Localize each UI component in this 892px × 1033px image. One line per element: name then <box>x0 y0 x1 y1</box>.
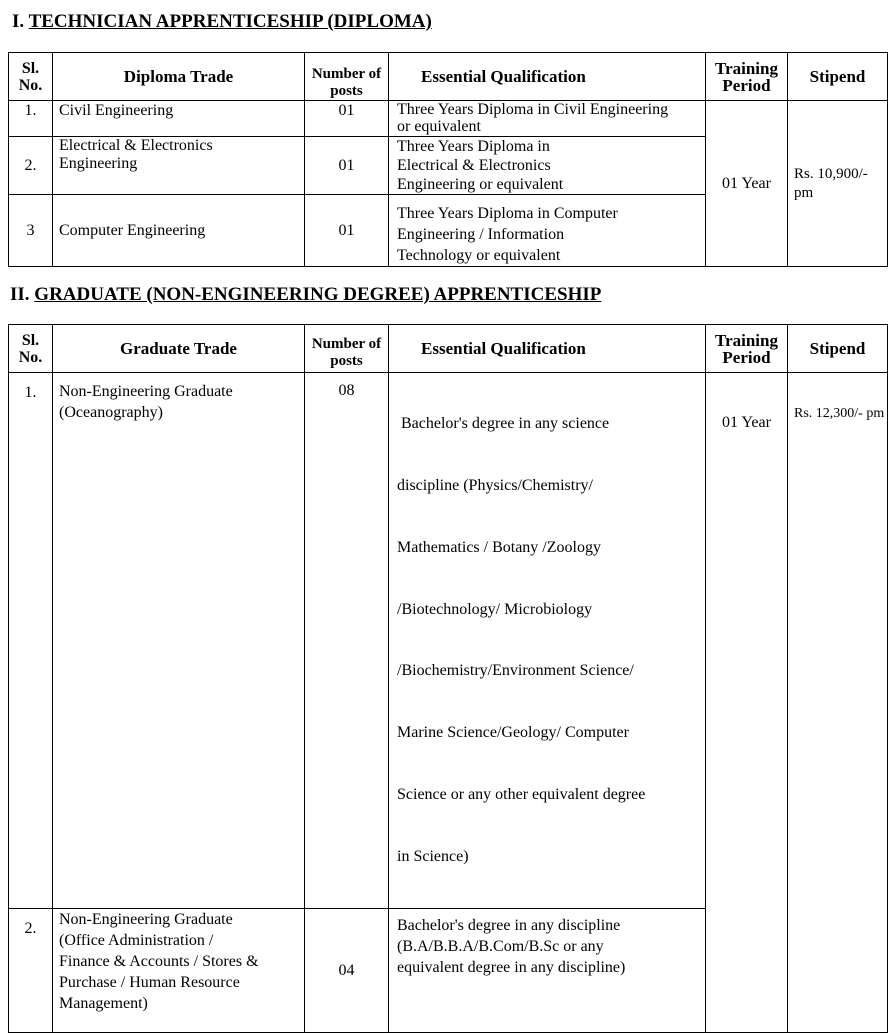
qualification-header: Essential Qualification <box>389 325 706 373</box>
stipend-cell: Rs. 12,300/- pm <box>788 373 888 1033</box>
header-sl: Sl. <box>21 59 40 77</box>
qualification-line: equivalent degree in any discipline) <box>397 959 626 977</box>
section1-title: TECHNICIAN APPRENTICESHIP (DIPLOMA) <box>28 11 432 32</box>
sl-no-header <box>9 325 53 373</box>
training-period-cell: 01 Year <box>706 373 788 1033</box>
posts-header <box>305 325 389 373</box>
header-posts-2: posts <box>330 82 363 99</box>
trade-line: (Oceanography) <box>59 404 163 421</box>
stipend-line: Rs. 10,900/- <box>794 165 868 182</box>
sl-cell: 1. <box>9 373 53 909</box>
qualification-cell <box>389 137 706 195</box>
trade-header: Diploma Trade <box>53 53 305 101</box>
trade-line: (Office Administration / <box>59 932 214 950</box>
trade-line: Electrical & Electronics <box>59 137 213 154</box>
qualification-line: Bachelor's degree in any science <box>397 415 610 433</box>
qualification-line: Mathematics / Botany /Zoology <box>397 538 601 556</box>
trade-header: Graduate Trade <box>53 325 305 373</box>
training-header <box>706 325 788 373</box>
qualification-line: in Science) <box>397 847 469 865</box>
posts-header <box>305 53 389 101</box>
qualification-line: Bachelor's degree in any discipline <box>397 917 621 935</box>
sl-cell: 2. <box>9 909 53 1033</box>
table-row <box>9 101 888 137</box>
sl-cell: 3 <box>9 195 53 267</box>
table-header-row <box>9 53 888 101</box>
qualification-cell <box>389 101 706 137</box>
header-training-2: Period <box>722 347 771 367</box>
qualification-cell <box>389 373 706 909</box>
header-posts-1: Number of <box>311 65 382 82</box>
header-posts-2: posts <box>330 352 363 369</box>
trade-line: Non-Engineering Graduate <box>59 383 233 400</box>
section1-heading <box>12 11 432 33</box>
posts-cell: 01 <box>305 195 389 267</box>
table-row <box>9 373 888 909</box>
qualification-line: discipline (Physics/Chemistry/ <box>397 476 593 494</box>
trade-line: Non-Engineering Graduate <box>59 911 233 929</box>
trade-cell <box>53 373 305 909</box>
sl-no-header <box>9 53 53 101</box>
qualification-line: Marine Science/Geology/ Computer <box>397 724 629 742</box>
training-period-cell: 01 Year <box>706 101 788 267</box>
qualification-line: /Biochemistry/Environment Science/ <box>397 662 634 680</box>
section2-numeral: II. <box>10 284 30 305</box>
header-no: No. <box>18 76 43 94</box>
qualification-line: Engineering or equivalent <box>397 176 564 193</box>
qualification-line: /Biotechnology/ Microbiology <box>397 600 593 618</box>
trade-line: Engineering <box>59 155 138 172</box>
graduate-apprenticeship-table <box>8 324 888 1033</box>
qualification-line: Technology or equivalent <box>397 247 561 264</box>
posts-cell: 08 <box>305 373 389 909</box>
section2-title: GRADUATE (NON-ENGINEERING DEGREE) APPRENTICESHIP <box>34 284 602 305</box>
qualification-line: Science or any other equivalent degree <box>397 785 646 803</box>
trade-cell: Computer Engineering <box>53 195 305 267</box>
header-posts-1: Number of <box>311 335 382 352</box>
posts-cell: 01 <box>305 137 389 195</box>
qualification-cell <box>389 909 706 1033</box>
section2-heading <box>10 284 601 306</box>
qualification-line: or equivalent <box>397 118 481 135</box>
header-sl: Sl. <box>21 331 40 349</box>
sl-cell: 1. <box>9 101 53 137</box>
qualification-line: Engineering / Information <box>397 226 565 243</box>
qualification-line: Electrical & Electronics <box>397 157 551 174</box>
header-training-1: Training <box>715 330 778 350</box>
trade-line: Management) <box>59 995 148 1013</box>
stipend-header: Stipend <box>788 53 888 101</box>
trade-line: Purchase / Human Resource <box>59 974 240 992</box>
qualification-line: Three Years Diploma in Computer <box>397 205 618 222</box>
technician-apprenticeship-table <box>8 52 888 267</box>
header-no: No. <box>18 348 43 366</box>
stipend-header: Stipend <box>788 325 888 373</box>
trade-cell <box>53 909 305 1033</box>
header-training-1: Training <box>715 58 778 78</box>
qualification-cell <box>389 195 706 267</box>
qualification-line: Three Years Diploma in Civil Engineering <box>397 101 669 118</box>
table-header-row <box>9 325 888 373</box>
trade-line: Finance & Accounts / Stores & <box>59 953 259 971</box>
stipend-cell <box>788 101 888 267</box>
trade-cell: Civil Engineering <box>53 101 305 137</box>
section1-numeral: I. <box>12 11 25 32</box>
qualification-line: Three Years Diploma in <box>397 138 550 155</box>
posts-cell: 04 <box>305 909 389 1033</box>
posts-cell: 01 <box>305 101 389 137</box>
qualification-header: Essential Qualification <box>389 53 706 101</box>
stipend-line: pm <box>794 184 814 201</box>
training-header <box>706 53 788 101</box>
qualification-line: (B.A/B.B.A/B.Com/B.Sc or any <box>397 938 604 956</box>
trade-cell <box>53 137 305 195</box>
sl-cell: 2. <box>9 137 53 195</box>
header-training-2: Period <box>722 75 771 95</box>
